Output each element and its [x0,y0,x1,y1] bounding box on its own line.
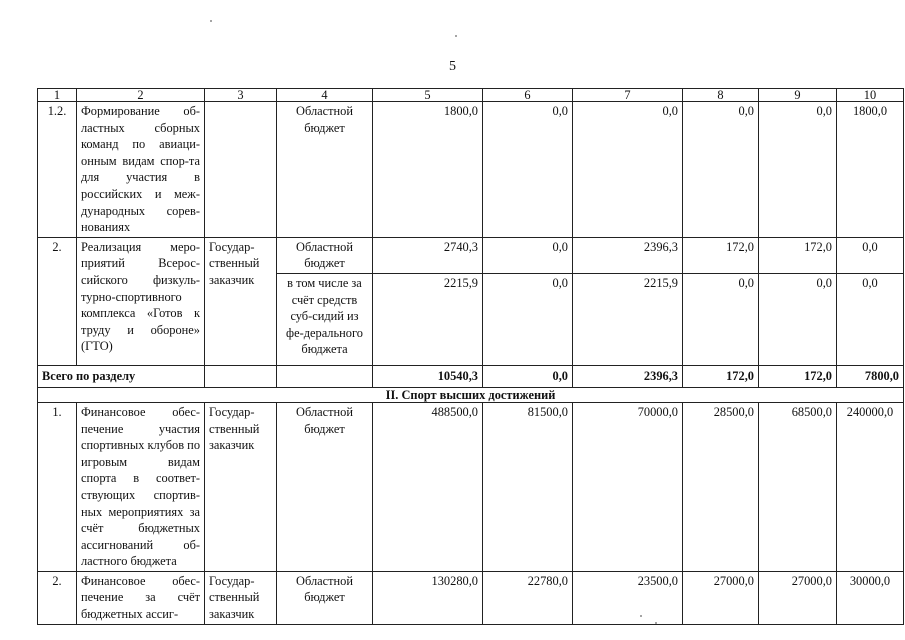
value-col10: 240000,0 [837,402,904,571]
value-col6: 0,0 [483,102,573,238]
total-empty-cell [277,365,373,387]
table-row [38,402,904,571]
column-number: 8 [683,89,759,102]
value-col10: 0,0 [837,273,904,365]
total-label: Всего по разделу [38,365,205,387]
value-col5: 488500,0 [373,402,483,571]
row-number: 2. [38,571,77,624]
funding-source: в том числе за счёт средств суб-сидий из фе-дерального бюджета [277,273,373,365]
value-col5: 2740,3 [373,237,483,273]
activity-name: Формирование об-ластных сборных команд по авиаци-онным видам спор-та для участия в российских и меж-дународных сорев-нованиях [77,102,205,238]
value-col8: 28500,0 [683,402,759,571]
value-col6: 22780,0 [483,571,573,624]
table-row [38,237,904,273]
executor [205,102,277,238]
value-col9: 0,0 [759,273,837,365]
value-col7: 2215,9 [573,273,683,365]
scan-speck [640,615,642,617]
value-col9: 68500,0 [759,402,837,571]
value-col5: 130280,0 [373,571,483,624]
value-col5: 2215,9 [373,273,483,365]
activity-name: Финансовое обес-печение за счёт бюджетных ассиг- [77,571,205,624]
row-number: 1.2. [38,102,77,238]
value-col9: 172,0 [759,237,837,273]
total-col9: 172,0 [759,365,837,387]
total-col5: 10540,3 [373,365,483,387]
value-col10: 1800,0 [837,102,904,238]
column-number: 4 [277,89,373,102]
value-col9: 0,0 [759,102,837,238]
section-row [38,387,904,402]
funding-source: Областной бюджет [277,402,373,571]
column-number: 5 [373,89,483,102]
total-col8: 172,0 [683,365,759,387]
executor: Государ-ственный заказчик [205,237,277,365]
value-col6: 0,0 [483,237,573,273]
row-number: 1. [38,402,77,571]
value-col8: 27000,0 [683,571,759,624]
value-col10: 0,0 [837,237,904,273]
value-col7: 0,0 [573,102,683,238]
value-col9: 27000,0 [759,571,837,624]
total-empty-cell [205,365,277,387]
scan-speck [455,35,457,37]
value-col8: 0,0 [683,273,759,365]
column-number: 6 [483,89,573,102]
funding-source: Областной бюджет [277,237,373,273]
column-number: 1 [38,89,77,102]
column-number: 3 [205,89,277,102]
section-title: II. Спорт высших достижений [38,387,904,402]
funding-source: Областной бюджет [277,102,373,238]
value-col5: 1800,0 [373,102,483,238]
value-col6: 81500,0 [483,402,573,571]
executor: Государ-ственный заказчик [205,571,277,624]
page-number: 5 [449,59,456,74]
column-number-row [38,89,904,102]
column-number: 9 [759,89,837,102]
value-col7: 70000,0 [573,402,683,571]
scan-speck [655,622,657,624]
column-number: 7 [573,89,683,102]
activity-name: Финансовое обес-печение участия спортивных клубов по игровым видам спорта в соответ-ствующих спортив-ных мероприятиях за счёт бюджетных ассигнований об-ластного бюджета [77,402,205,571]
executor: Государ-ственный заказчик [205,402,277,571]
total-row [38,365,904,387]
value-col8: 0,0 [683,102,759,238]
budget-table [37,88,904,625]
column-number: 10 [837,89,904,102]
scan-speck [210,20,212,22]
activity-name: Реализация меро-приятий Всерос-сийского физкуль-турно-спортивного комплекса «Готов к труду и обороне» (ГТО) [77,237,205,365]
value-col8: 172,0 [683,237,759,273]
total-col6: 0,0 [483,365,573,387]
total-col7: 2396,3 [573,365,683,387]
table-row [38,102,904,238]
funding-source: Областной бюджет [277,571,373,624]
value-col10: 30000,0 [837,571,904,624]
value-col7: 2396,3 [573,237,683,273]
row-number: 2. [38,237,77,365]
value-col7: 23500,0 [573,571,683,624]
column-number: 2 [77,89,205,102]
total-col10: 7800,0 [837,365,904,387]
table-row [38,571,904,624]
value-col6: 0,0 [483,273,573,365]
